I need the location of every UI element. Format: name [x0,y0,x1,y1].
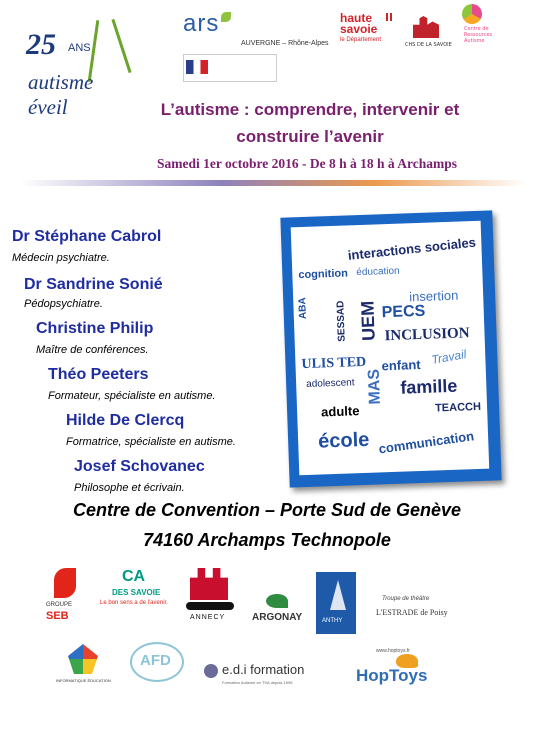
cloud-word: cognition [298,267,349,282]
venue-address: 74160 Archamps Technopole [143,530,391,550]
cloud-word: UEM [357,300,379,342]
cloud-word: Travail [430,347,468,367]
cloud-word: enfant [381,356,421,374]
argonay-logo [250,594,306,634]
cloud-word: MAS [365,368,384,405]
speaker-name: Josef Schovanec [74,458,205,475]
event-title-line1: L’autisme : comprendre, intervenir et [160,100,460,119]
speaker-name: Théo Peeters [48,366,149,383]
logo-25-number: 25 [26,28,56,61]
edi-tagline: Formation Autisme en TSA depuis 1995 [222,680,293,685]
seb-symbol-icon [54,568,76,598]
cloud-word: adulte [320,403,360,420]
haute-savoie-line1: haute [340,11,373,25]
cloud-word: insertion [408,287,459,305]
ars-region: AUVERGNE – Rhône-Alpes [241,40,329,47]
haute-savoie-line2: savoie [340,22,378,36]
word-cloud [280,210,501,487]
ca-name: DES SAVOIE [112,588,161,597]
afd-logo [130,638,186,686]
edi-icon [204,664,218,678]
annecy-name: ANNECY [190,614,226,621]
french-flag-icon [186,60,208,74]
speaker-role: Maître de conférences. [36,344,149,356]
hoptoys-url: www.hoptoys.fr [376,648,410,654]
ca-initials: CA [122,568,146,585]
estrade-logo [372,596,462,622]
anthy-name: ANTHY [322,618,343,624]
hoptoys-name: HopToys [356,666,428,685]
speaker-name: Christine Philip [36,320,154,337]
logo-25-ans: ANS [68,42,91,54]
sail-icon [330,580,346,610]
event-title [100,96,520,150]
anthy-logo [316,572,356,634]
ars-logo [183,10,333,52]
cloud-word: SESSAD [335,300,348,342]
edi-name: e.d.i formation [222,662,305,677]
building-icon [413,16,439,38]
speaker-role: Philosophe et écrivain. [74,482,185,494]
afd-name: AFD [140,652,171,669]
divider [20,180,525,186]
ca-tagline: Le bon sens a de l'avenir. [100,600,168,606]
logo-25-stroke [111,19,131,73]
credit-agricole-logo [100,568,170,614]
butterfly-icon [68,644,98,674]
haute-savoie-logo [340,12,398,52]
castle-icon [190,568,228,600]
estrade-line1: Troupe de théâtre [382,596,430,602]
ars-leaf-icon [221,12,231,22]
speaker-name: Hilde De Clercq [66,412,185,429]
cloud-word: ULIS TED [301,354,367,373]
cloud-word: famille [400,375,458,398]
people-icon [462,4,482,24]
edi-formation-logo [204,662,328,692]
cloud-word: INCLUSION [384,325,470,345]
ars-name: ars [183,10,220,37]
chs-label: CHS DE LA SAVOIE [405,42,452,48]
haute-savoie-line3: le Département [340,37,382,43]
cloud-word: école [317,428,370,453]
annecy-logo [182,568,238,626]
cloud-word: TEACCH [434,400,482,415]
argonay-name: ARGONAY [252,612,303,623]
chs-savoie-logo [405,12,452,52]
cloud-word: adolescent [305,377,355,390]
cra-label: Centre de Ressources Autisme [464,26,493,44]
seb-group: GROUPE [46,602,73,608]
estrade-line2: L'ESTRADE de Poisy [376,608,448,617]
cloud-word: ABA [297,297,309,320]
ministry-logo [183,54,277,82]
cloud-word: éducation [356,265,400,279]
speaker-name: Dr Stéphane Cabrol [12,228,162,245]
speaker-role: Formateur, spécialiste en autisme. [48,390,216,402]
word-cloud-inner [291,221,490,475]
cra-logo [458,4,514,46]
bird-icon [266,594,288,608]
wave-icon [186,602,234,610]
haute-savoie-flag-icon [386,13,394,21]
speaker-name: Dr Sandrine Sonié [24,276,163,293]
logo-25-name: autisme éveil [28,70,94,119]
hoptoys-logo [356,648,442,692]
seb-name: SEB [46,610,69,622]
seb-logo [40,568,90,624]
speaker-role: Pédopsychiatre. [24,298,103,310]
event-subtitle: Samedi 1er octobre 2016 - De 8 h à 18 h à Archamps [157,156,457,171]
cloud-word: interactions sociales [347,234,477,263]
cloud-word: PECS [381,302,426,322]
event-title-line2: construire l’avenir [236,127,384,146]
cloud-word: communication [377,428,475,457]
venue-name: Centre de Convention – Porte Sud de Genève [72,500,462,520]
informatique-education-logo [56,644,112,690]
speaker-role: Médecin psychiatre. [12,252,110,264]
speaker-role: Formatrice, spécialiste en autisme. [66,436,236,448]
info-edu-name: INFORMATIQUE ÉDUCATION [56,678,111,683]
